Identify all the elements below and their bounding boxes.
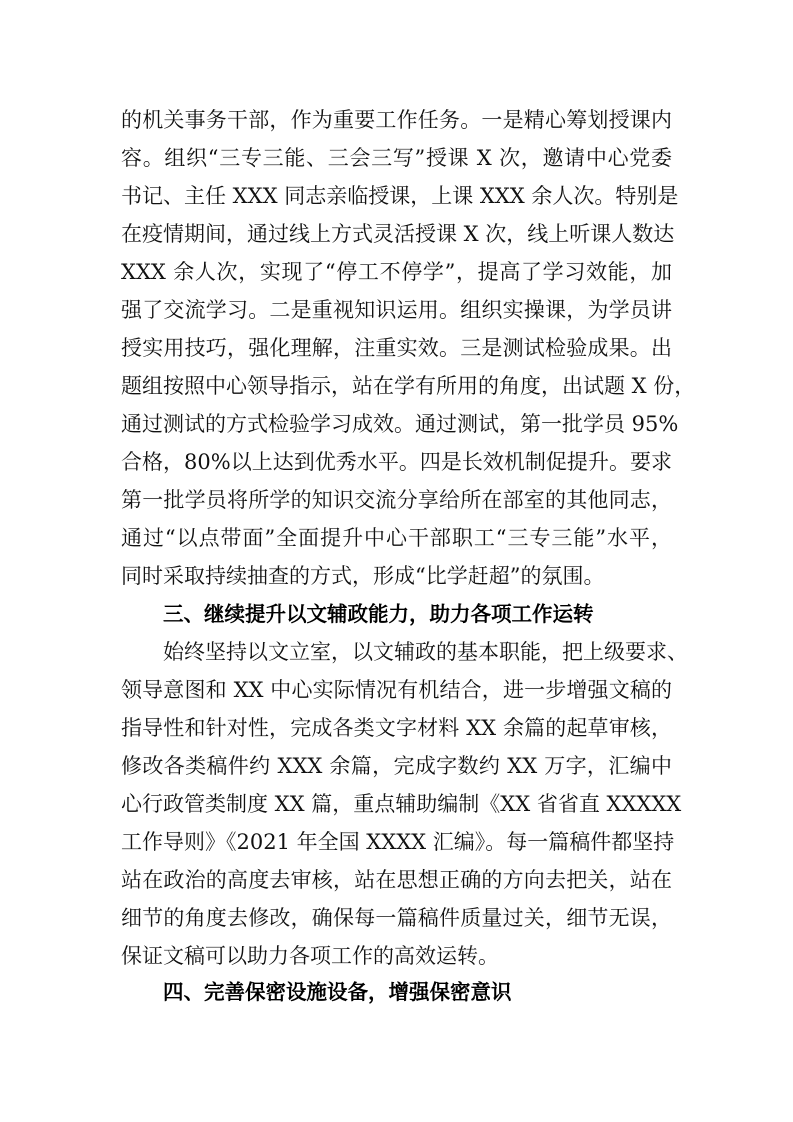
section-heading-3: 三、继续提升以文辅政能力，助力各项工作运转 xyxy=(163,602,594,626)
paragraph-line: 工作导则》《2021 年全国 XXXX 汇编》。每一篇稿件都坚持 xyxy=(121,830,675,854)
paragraph-line: 容。组织“三专三能、三会三写”授课 X 次，邀请中心党委 xyxy=(121,146,672,170)
paragraph-line: 保证文稿可以助力各项工作的高效运转。 xyxy=(121,944,499,968)
paragraph-line: 强了交流学习。二是重视知识运用。组织实操课，为学员讲 xyxy=(121,298,672,322)
paragraph-line: 合格，80%以上达到优秀水平。四是长效机制促提升。要求 xyxy=(121,450,672,474)
paragraph-line: 心行政管类制度 XX 篇，重点辅助编制《XX 省省直 XXXXX xyxy=(121,792,682,816)
paragraph-line: 的机关事务干部，作为重要工作任务。一是精心筹划授课内 xyxy=(121,108,672,132)
paragraph-line: 领导意图和 XX 中心实际情况有机结合，进一步增强文稿的 xyxy=(121,678,672,702)
paragraph-line: 始终坚持以文立室，以文辅政的基本职能，把上级要求、 xyxy=(163,640,688,664)
paragraph-line: 通过测试的方式检验学习成效。通过测试，第一批学员 95% xyxy=(121,412,679,436)
paragraph-line: 修改各类稿件约 XXX 余篇，完成字数约 XX 万字，汇编中 xyxy=(121,754,672,778)
paragraph-line: 授实用技巧，强化理解，注重实效。三是测试检验成果。出 xyxy=(121,336,672,360)
paragraph-line: 题组按照中心领导指示，站在学有所用的角度，出试题 X 份， xyxy=(121,374,696,398)
paragraph-line: 通过“以点带面”全面提升中心干部职工“三专三能”水平， xyxy=(121,526,672,550)
paragraph-line: 第一批学员将所学的知识交流分享给所在部室的其他同志， xyxy=(121,488,672,512)
paragraph-line: 在疫情期间，通过线上方式灵活授课 X 次，线上听课人数达 xyxy=(121,222,675,246)
paragraph-line: 同时采取持续抽查的方式，形成“比学赶超”的氛围。 xyxy=(121,564,605,588)
paragraph-line: 书记、主任 XXX 同志亲临授课，上课 XXX 余人次。特别是 xyxy=(121,184,679,208)
paragraph-line: 细节的角度去修改，确保每一篇稿件质量过关，细节无误， xyxy=(121,906,672,930)
paragraph-line: 指导性和针对性，完成各类文字材料 XX 余篇的起草审核， xyxy=(121,716,672,740)
paragraph-line: 站在政治的高度去审核，站在思想正确的方向去把关，站在 xyxy=(121,868,672,892)
section-heading-4: 四、完善保密设施设备，增强保密意识 xyxy=(163,980,512,1004)
paragraph-line: XXX 余人次，实现了“停工不停学”，提高了学习效能，加 xyxy=(121,260,672,284)
